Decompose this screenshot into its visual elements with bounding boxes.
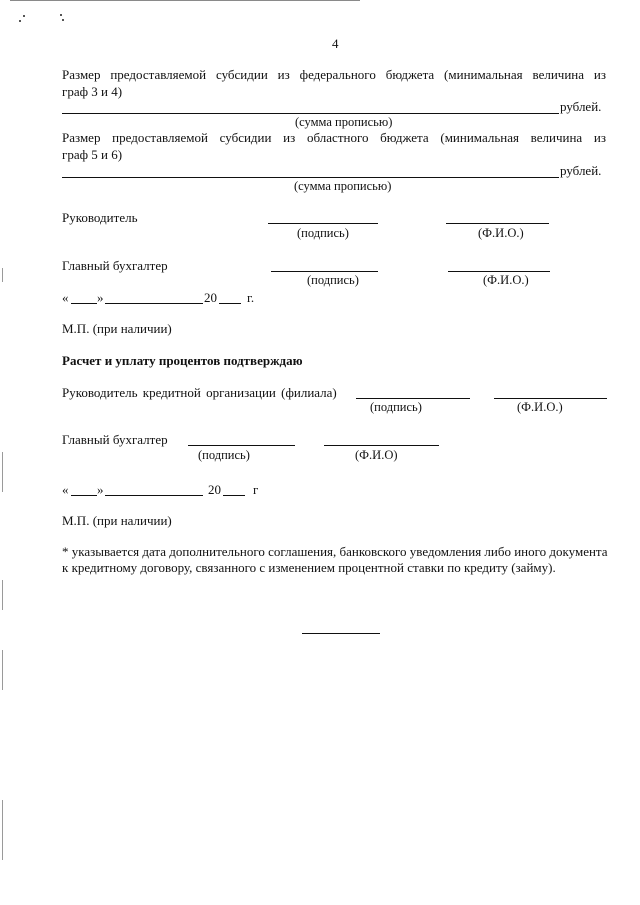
bank-head-label: Руководитель кредитной организации (филиала): [62, 385, 337, 400]
date2-quote-open: «: [62, 482, 69, 497]
regional-sum-caption: (сумма прописью): [294, 179, 392, 193]
regional-sum-field[interactable]: [62, 177, 559, 178]
page-number: 4: [332, 36, 339, 51]
confirmation-heading: Расчет и уплату процентов подтверждаю: [62, 353, 303, 368]
chief-accountant-label: Главный бухгалтер: [62, 258, 168, 273]
bank-head-name-field[interactable]: [494, 398, 607, 399]
chief-accountant-name-field[interactable]: [448, 271, 550, 272]
bank-head-signature-caption: (подпись): [370, 400, 422, 414]
scan-edge-1: [2, 268, 3, 282]
date2-quote-close: »: [97, 482, 104, 497]
footnote-text: * указывается дата дополнительного соглашения, банковского уведомления либо иного документа: [62, 544, 608, 559]
bank-chief-accountant-name-field[interactable]: [324, 445, 439, 446]
chief-accountant-name-caption: (Ф.И.О.): [483, 273, 529, 287]
head-label: Руководитель: [62, 210, 138, 225]
regional-currency: рублей.: [560, 163, 602, 178]
scan-edge-4: [2, 650, 3, 690]
bank-head-signature-field[interactable]: [356, 398, 470, 399]
head-signature-caption: (подпись): [297, 226, 349, 240]
scan-mark-4: [62, 19, 64, 21]
date-month-field[interactable]: [105, 303, 203, 304]
stamp-label-1: М.П. (при наличии): [62, 321, 172, 336]
head-name-caption: (Ф.И.О.): [478, 226, 524, 240]
end-divider: [302, 633, 380, 634]
federal-subsidy-text: Размер предоставляемой субсидии из федерального бюджета (минимальная величина из: [62, 67, 606, 82]
head-name-field[interactable]: [446, 223, 549, 224]
bank-chief-accountant-name-caption: (Ф.И.О): [355, 448, 398, 462]
federal-sum-caption: (сумма прописью): [295, 115, 393, 129]
date-day-field[interactable]: [71, 303, 97, 304]
stamp-label-2: М.П. (при наличии): [62, 513, 172, 528]
scan-top-line: [10, 0, 360, 1]
date-quote-open: «: [62, 290, 69, 305]
date-year-field[interactable]: [219, 303, 241, 304]
federal-subsidy-text-cont: граф 3 и 4): [62, 84, 123, 99]
scan-mark-2: [23, 15, 25, 17]
bank-head-name-caption: (Ф.И.О.): [517, 400, 563, 414]
scan-mark-1: [19, 20, 21, 22]
head-signature-field[interactable]: [268, 223, 378, 224]
regional-subsidy-text-cont: граф 5 и 6): [62, 147, 123, 162]
date-year-prefix: 20: [204, 290, 217, 305]
bank-chief-accountant-label: Главный бухгалтер: [62, 432, 168, 447]
scan-edge-5: [2, 800, 3, 860]
federal-currency: рублей.: [560, 99, 602, 114]
date2-year-field[interactable]: [223, 495, 245, 496]
federal-sum-field[interactable]: [62, 113, 559, 114]
bank-chief-accountant-signature-caption: (подпись): [198, 448, 250, 462]
date2-year-suffix: г: [253, 482, 259, 497]
scan-edge-2: [2, 452, 3, 492]
scan-edge-3: [2, 580, 3, 610]
scan-mark-3: [60, 14, 62, 16]
footnote-text-cont: к кредитному договору, связанного с изменением процентной ставки по кредиту (займу).: [62, 560, 556, 575]
date2-year-prefix: 20: [208, 482, 221, 497]
chief-accountant-signature-field[interactable]: [271, 271, 378, 272]
date-quote-close: »: [97, 290, 104, 305]
date2-month-field[interactable]: [105, 495, 203, 496]
chief-accountant-signature-caption: (подпись): [307, 273, 359, 287]
date2-day-field[interactable]: [71, 495, 97, 496]
bank-chief-accountant-signature-field[interactable]: [188, 445, 295, 446]
regional-subsidy-text: Размер предоставляемой субсидии из областного бюджета (минимальная величина из: [62, 130, 606, 145]
date-year-suffix: г.: [247, 290, 255, 305]
